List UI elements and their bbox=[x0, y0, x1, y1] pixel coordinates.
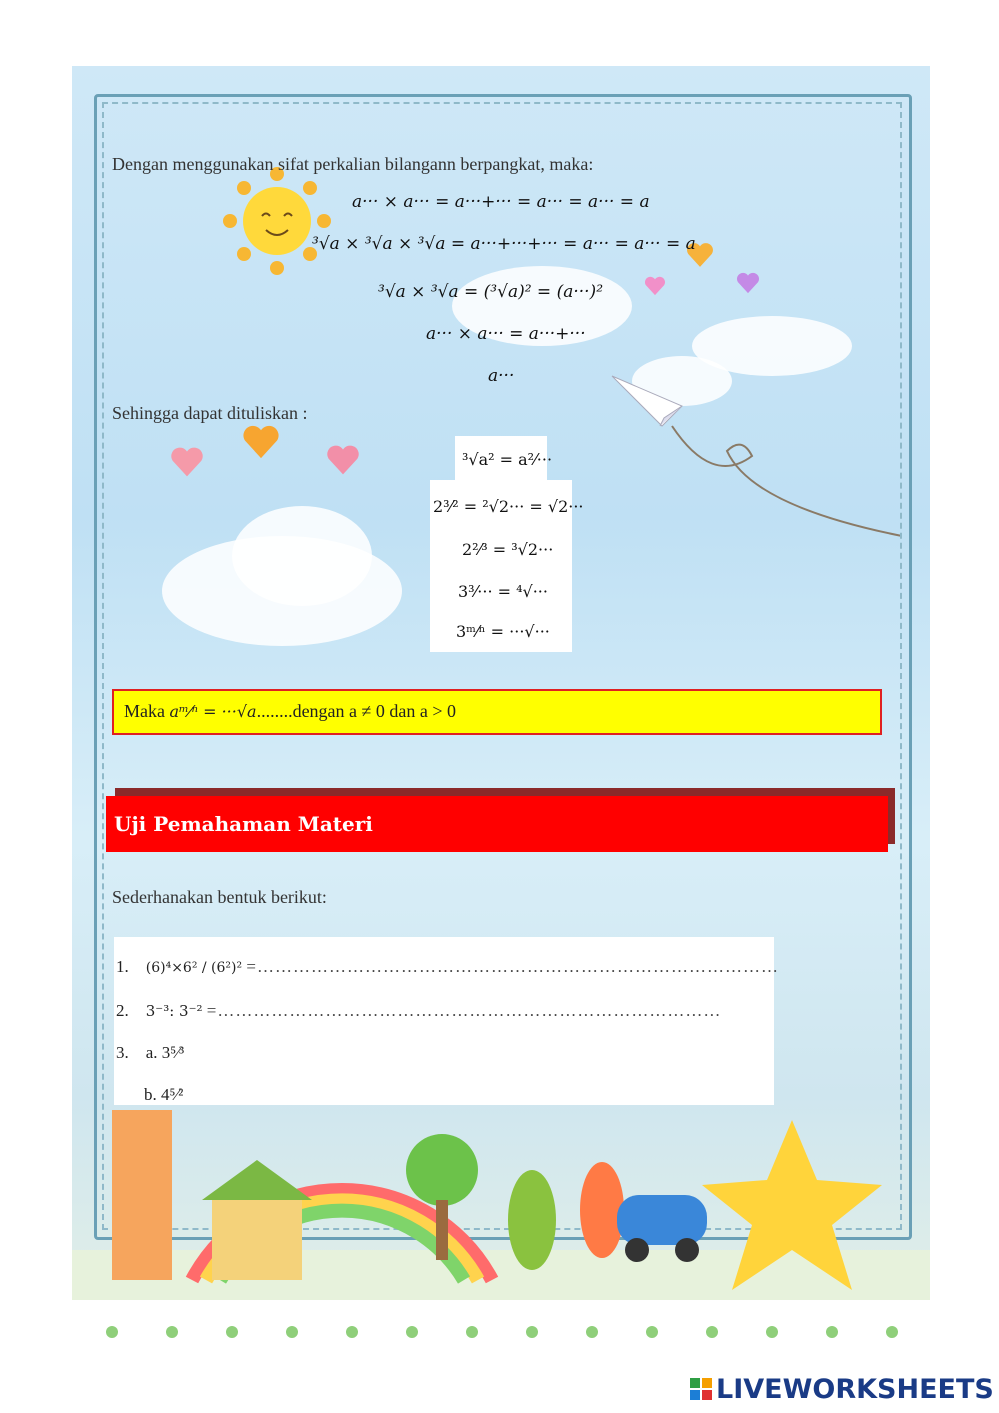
question-item: 1. (6)⁴×6² / (6²)² =…………………………………………………………………………… bbox=[116, 957, 779, 976]
question-item: 2. 3⁻³: 3⁻² =………………………………………………………………………… bbox=[116, 1001, 722, 1020]
derivation-line: a··· × a··· = a···+··· = a··· = a··· = a bbox=[352, 192, 650, 212]
answer-blank[interactable]: =………………………………………………………………………… bbox=[206, 1001, 722, 1020]
rule-formula: 2³⁄² = ²√2··· = √2··· bbox=[433, 497, 584, 516]
intro-text: Dengan menggunakan sifat perkalian bilangann berpangkat, maka: bbox=[112, 154, 594, 174]
logo-grid-icon bbox=[690, 1378, 712, 1400]
rule-formula: 3³⁄··· = ⁴√··· bbox=[458, 582, 548, 601]
questions-box bbox=[114, 937, 779, 1105]
liveworksheets-logo bbox=[690, 1374, 994, 1405]
question-item: 3. a. 3⁵⁄³ bbox=[116, 1043, 185, 1062]
so-text: Sehingga dapat dituliskan : bbox=[112, 403, 308, 423]
derivation-line: ³√a × ³√a × ³√a = a···+···+··· = a··· = a··· = a bbox=[312, 234, 696, 254]
rule-formula: 2²⁄³ = ³√2··· bbox=[462, 540, 554, 559]
derivation-line: a··· bbox=[488, 366, 515, 386]
derivation-line: ³√a × ³√a = (³√a)² = (a···)² bbox=[378, 282, 604, 302]
derivation-line: a··· × a··· = a···+··· bbox=[426, 324, 586, 344]
rule-formula: ³√a² = a²⁄··· bbox=[462, 450, 553, 469]
village-landscape-illustration bbox=[72, 1100, 930, 1354]
conclusion-text: Maka aᵐ⁄ⁿ = ···√a........dengan a ≠ 0 dan a > 0 bbox=[124, 701, 457, 721]
question-expression: (6)⁴×6² / (6²)² bbox=[145, 960, 243, 976]
question-expression: 3⁻³: 3⁻² bbox=[145, 1002, 203, 1020]
question-expression: b. 4⁵⁄² bbox=[144, 1085, 184, 1104]
rule-formula: 3ᵐ⁄ⁿ = ···√··· bbox=[456, 622, 550, 641]
answer-blank[interactable]: =…………………………………………………………………………… bbox=[246, 957, 779, 976]
section-title: Uji Pemahaman Materi bbox=[106, 796, 888, 852]
conclusion-box bbox=[112, 689, 882, 735]
task-intro: Sederhanakan bentuk berikut: bbox=[112, 887, 327, 907]
logo-text: LIVEWORKSHEETS bbox=[716, 1374, 994, 1405]
question-expression: a. 3⁵⁄³ bbox=[145, 1043, 185, 1062]
